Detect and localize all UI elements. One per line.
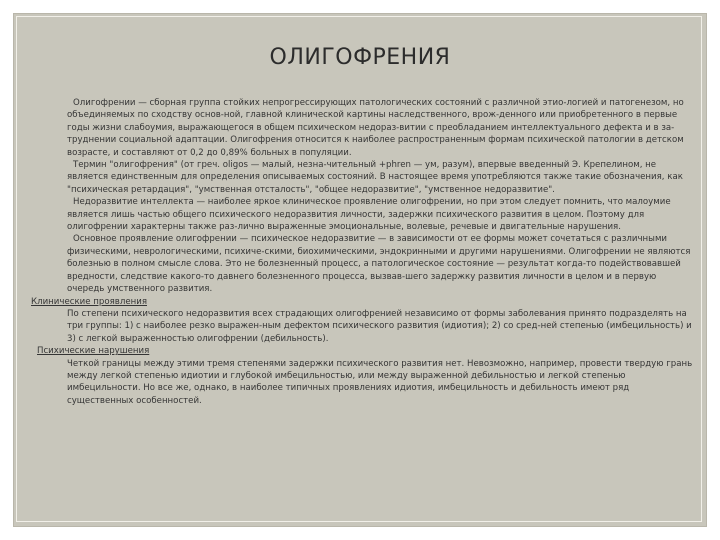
slide-body <box>31 97 695 407</box>
section-heading-clinical: Клинические проявления <box>31 296 147 307</box>
slide-panel <box>13 13 707 527</box>
slide-title: ОЛИГОФРЕНИЯ <box>269 45 451 70</box>
section-text-clinical: По степени психического недоразвития всех страдающих олигофренией независимо от формы заболевания принято подразделять на три группы: 1) с наиболее резко выражен-ным дефектом психического развития (идиотия); 2) со сред-ней степенью (имбецильность) и 3) с легкой выраженностью олигофрении (дебильность). <box>67 308 692 344</box>
paragraph-manifestation: Основное проявление олигофрении — психическое недоразвитие — в зависимости от ее формы может сочетаться с различными физическими, неврологическими, психиче-скими, биохимическими, эндокринными и другими нарушениями. Олигофрении не являются болезнью в полном смысле слова. Это не болезненный процесс, а патологическое состояние — результат когда-то подействовавшей вредности, следствие какого-то давнего болезненного процесса, вызвав-шего задержку развития личности в целом и в первую очередь умственного развития. <box>67 234 691 295</box>
paragraph-intellect: Недоразвитие интеллекта — наиболее яркое клиническое проявление олигофрении, но при этом следует помнить, что малоумие является лишь частью общего психического недоразвития личности, задержки психического развития в целом. Поэтому для олигофрении характерны также раз-лично выраженные эмоциональные, волевые, речевые и двигательные нарушения. <box>67 197 671 233</box>
section-text-mental: Четкой границы между этими тремя степенями задержки психического развития нет. Невозможно, например, провести твердую грань между легкой степенью идиотии и глубокой имбецильностью, или между выраженной дебильностью и легкой степенью имбецильности. Но все же, однако, в наиболее типичных проявлениях идиотия, имбецильность и дебильность имеют ряд существенных особенностей. <box>67 358 693 406</box>
paragraph-terminology: Термин "олигофрения" (от греч. oligos — малый, незна-чительный +phren — ум, разум), впервые введенный Э. Крепелином, не является единственным для определения описываемых состояний. В настоящее время употребляются также такие обозначения, как "психическая ретардация", "умственная отсталость", "общее недоразвитие", "умственное недоразвитие". <box>67 160 683 195</box>
paragraph-definition: Олигофрении — сборная группа стойких непрогрессирующих патологических состояний с различной этио-логией и патогенезом, но объединяемых по сходству основ-ной, главной клинической картины наследственного, врож-денного или приобретенного в первые годы жизни слабоумия, выражающегося в общем психическом недораз-витии с преобладанием интеллектуального дефекта и в за-труднении социальной адаптации. Олигофрения относится к наиболее распространенным формам психической патологии в детском возрасте, и составляют от 0,2 до 0,89% больных в популяции. <box>67 98 684 158</box>
section-heading-mental: Психические нарушения <box>37 346 150 357</box>
